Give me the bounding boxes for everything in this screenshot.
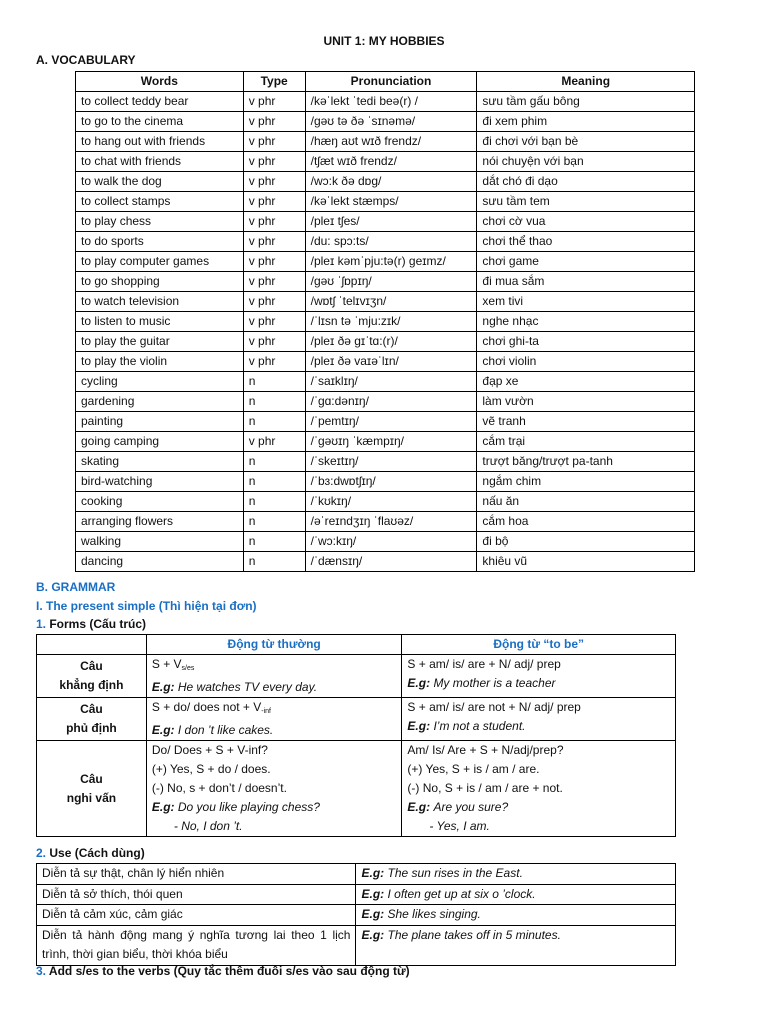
meaning-cell: chơi ghi-ta (477, 332, 695, 352)
use-heading-text: Use (Cách dùng) (46, 846, 145, 860)
column-header-type: Type (243, 72, 305, 92)
meaning-cell: chơi game (477, 252, 695, 272)
word-cell: to do sports (76, 232, 244, 252)
question-be-no: (-) No, S + is / am / are + not. (407, 781, 563, 795)
meaning-cell: vẽ tranh (477, 412, 695, 432)
negative-label (37, 698, 147, 741)
word-cell: to play the guitar (76, 332, 244, 352)
table-row (37, 925, 676, 965)
vocabulary-table (75, 71, 695, 572)
affirmative-be-formula: S + am/ is/ are + N/ adj/ prep (407, 657, 561, 671)
affirmative-regular-cell (146, 655, 402, 698)
affirmative-label-line1: Câu (80, 659, 103, 673)
word-cell: gardening (76, 392, 244, 412)
vocabulary-header-row (76, 72, 695, 92)
question-regular-formula: Do/ Does + S + V-inf? (151, 743, 268, 757)
use-description: Diễn tả hành động mang ý nghĩa tương lai theo 1 lịch trình, thời gian biểu, thời khóa biểu (37, 925, 356, 965)
column-header-regular-verb: Động từ thường (146, 635, 402, 655)
meaning-cell: làm vườn (477, 392, 695, 412)
pronunciation-cell: /əˈreɪndʒɪŋ ˈflaʊəz/ (305, 512, 477, 532)
table-row (76, 492, 695, 512)
meaning-cell: dắt chó đi dạo (477, 172, 695, 192)
example-text: Are you sure? (433, 800, 509, 814)
table-row (37, 864, 676, 885)
word-cell: to collect stamps (76, 192, 244, 212)
table-row (76, 132, 695, 152)
type-cell: v phr (243, 192, 305, 212)
word-cell: skating (76, 452, 244, 472)
example-text: He watches TV every day. (177, 680, 318, 694)
table-row (76, 512, 695, 532)
use-table (36, 863, 676, 966)
example-text: I’m not a student. (433, 719, 526, 733)
word-cell: cooking (76, 492, 244, 512)
example-text: She likes singing. (387, 907, 481, 921)
pronunciation-cell: /ˈkʊkɪŋ/ (305, 492, 477, 512)
negative-be-cell (402, 698, 676, 741)
word-cell: cycling (76, 372, 244, 392)
type-cell: v phr (243, 332, 305, 352)
use-example (356, 905, 676, 926)
negative-label-line1: Câu (80, 702, 103, 716)
section-vocabulary-heading: A. VOCABULARY (36, 53, 136, 67)
table-row (76, 92, 695, 112)
question-be-formula: Am/ Is/ Are + S + N/adj/prep? (407, 743, 564, 757)
formula-subscript: -inf (261, 708, 272, 715)
vocabulary-rows (76, 92, 695, 572)
question-be-answer: - Yes, I am. (429, 819, 490, 833)
question-be-cell (402, 741, 676, 837)
type-cell: v phr (243, 112, 305, 132)
type-cell: v phr (243, 272, 305, 292)
pronunciation-cell: /ˈdænsɪŋ/ (305, 552, 477, 572)
affirmative-row (37, 655, 676, 698)
pronunciation-cell: /kəˈlekt ˈtedi beə(r) / (305, 92, 477, 112)
pronunciation-cell: /tʃæt wɪð frendz/ (305, 152, 477, 172)
meaning-cell: đạp xe (477, 372, 695, 392)
pronunciation-cell: /ˈlɪsn tə ˈmju:zɪk/ (305, 312, 477, 332)
forms-table (36, 634, 676, 837)
pronunciation-cell: /ˈskeɪtɪŋ/ (305, 452, 477, 472)
question-regular-answer: - No, I don ’t. (173, 819, 243, 833)
use-example (356, 884, 676, 905)
meaning-cell: đi xem phim (477, 112, 695, 132)
formula-text: S + V (151, 657, 182, 671)
word-cell: going camping (76, 432, 244, 452)
type-cell: n (243, 452, 305, 472)
affirmative-regular-example (152, 678, 397, 697)
pronunciation-cell: /pleɪ tʃes/ (305, 212, 477, 232)
table-row (76, 152, 695, 172)
table-row (76, 532, 695, 552)
eg-label: E.g: (151, 680, 175, 694)
table-row (76, 552, 695, 572)
word-cell: to go to the cinema (76, 112, 244, 132)
type-cell: n (243, 472, 305, 492)
meaning-cell: chơi thể thao (477, 232, 695, 252)
forms-corner-cell (37, 635, 147, 655)
forms-heading (36, 617, 146, 631)
type-cell: v phr (243, 212, 305, 232)
table-row (76, 232, 695, 252)
table-row (76, 172, 695, 192)
example-text: The plane takes off in 5 minutes. (387, 927, 561, 942)
forms-header-row (37, 635, 676, 655)
eg-label: E.g: (361, 866, 385, 880)
section-grammar-heading: B. GRAMMAR (36, 580, 116, 594)
meaning-cell: nghe nhạc (477, 312, 695, 332)
type-cell: n (243, 412, 305, 432)
pronunciation-cell: /kəˈlekt stæmps/ (305, 192, 477, 212)
type-cell: n (243, 512, 305, 532)
negative-regular-example (152, 721, 397, 740)
meaning-cell: sưu tầm gấu bông (477, 92, 695, 112)
example-text: My mother is a teacher (433, 676, 556, 690)
table-row (37, 884, 676, 905)
word-cell: painting (76, 412, 244, 432)
negative-regular-cell (146, 698, 402, 741)
column-header-meaning: Meaning (477, 72, 695, 92)
example-text: I don ’t like cakes. (177, 723, 274, 737)
meaning-cell: nói chuyện với bạn (477, 152, 695, 172)
table-row (76, 332, 695, 352)
table-row (76, 352, 695, 372)
table-row (76, 112, 695, 132)
table-row (76, 212, 695, 232)
eg-label: E.g: (361, 886, 385, 901)
meaning-cell: đi mua sắm (477, 272, 695, 292)
word-cell: to watch television (76, 292, 244, 312)
table-row (76, 292, 695, 312)
formula-text: S + do/ does not + V (151, 700, 262, 714)
type-cell: v phr (243, 252, 305, 272)
use-heading-number: 2. (36, 846, 47, 860)
negative-regular-formula (152, 698, 397, 721)
negative-be-formula: S + am/ is/ are not + N/ adj/ prep (407, 700, 581, 714)
rule-heading (36, 964, 410, 978)
eg-label: E.g: (407, 676, 431, 690)
column-header-pronunciation: Pronunciation (305, 72, 477, 92)
affirmative-regular-formula (152, 655, 397, 678)
affirmative-be-example (407, 674, 670, 693)
word-cell: walking (76, 532, 244, 552)
eg-label: E.g: (361, 927, 385, 942)
type-cell: v phr (243, 232, 305, 252)
use-example (356, 925, 676, 965)
type-cell: v phr (243, 292, 305, 312)
word-cell: bird-watching (76, 472, 244, 492)
use-example (356, 864, 676, 885)
type-cell: v phr (243, 352, 305, 372)
type-cell: n (243, 532, 305, 552)
type-cell: v phr (243, 152, 305, 172)
pronunciation-cell: /pleɪ ðə vaɪəˈlɪn/ (305, 352, 477, 372)
type-cell: v phr (243, 92, 305, 112)
question-row (37, 741, 676, 837)
pronunciation-cell: /gəʊ tə ðə ˈsɪnəmə/ (305, 112, 477, 132)
affirmative-label (37, 655, 147, 698)
eg-label: E.g: (151, 800, 175, 814)
affirmative-label-line2: khẳng định (59, 678, 124, 692)
column-header-words: Words (76, 72, 244, 92)
table-row (76, 272, 695, 292)
table-row (76, 252, 695, 272)
pronunciation-cell: /hæŋ aʊt wɪð frendz/ (305, 132, 477, 152)
forms-heading-text: Forms (Cấu trúc) (46, 617, 147, 631)
pronunciation-cell: /ˈgɑ:dənɪŋ/ (305, 392, 477, 412)
rule-heading-number: 3. (36, 964, 47, 978)
word-cell: to chat with friends (76, 152, 244, 172)
word-cell: to collect teddy bear (76, 92, 244, 112)
word-cell: to go shopping (76, 272, 244, 292)
negative-label-line2: phủ định (66, 721, 117, 735)
table-row (76, 372, 695, 392)
question-be-yes: (+) Yes, S + is / am / are. (407, 762, 540, 776)
type-cell: v phr (243, 172, 305, 192)
meaning-cell: trượt băng/trượt pa-tanh (477, 452, 695, 472)
meaning-cell: khiêu vũ (477, 552, 695, 572)
word-cell: dancing (76, 552, 244, 572)
question-label-line2: nghi vấn (66, 790, 117, 805)
word-cell: to play computer games (76, 252, 244, 272)
table-row (37, 905, 676, 926)
table-row (76, 452, 695, 472)
formula-subscript: s/es (181, 665, 195, 672)
table-row (76, 392, 695, 412)
question-regular-cell (146, 741, 402, 837)
use-description: Diễn tả sự thật, chân lý hiển nhiên (37, 864, 356, 885)
pronunciation-cell: /wɒtʃ ˈtelɪvɪʒn/ (305, 292, 477, 312)
meaning-cell: đi bộ (477, 532, 695, 552)
meaning-cell: đi chơi với bạn bè (477, 132, 695, 152)
table-row (76, 312, 695, 332)
meaning-cell: nấu ăn (477, 492, 695, 512)
meaning-cell: sưu tầm tem (477, 192, 695, 212)
eg-label: E.g: (407, 719, 431, 733)
present-simple-heading: I. The present simple (Thì hiện tại đơn) (36, 599, 257, 613)
word-cell: arranging flowers (76, 512, 244, 532)
meaning-cell: chơi violin (477, 352, 695, 372)
use-description: Diễn tả cảm xúc, cảm giác (37, 905, 356, 926)
pronunciation-cell: /ˈbɜ:dwɒtʃɪŋ/ (305, 472, 477, 492)
forms-heading-number: 1. (36, 617, 47, 631)
question-regular-yes: (+) Yes, S + do / does. (151, 762, 271, 776)
table-row (76, 472, 695, 492)
question-be-example (407, 798, 670, 817)
word-cell: to hang out with friends (76, 132, 244, 152)
eg-label: E.g: (151, 723, 175, 737)
pronunciation-cell: /ˈpemtɪŋ/ (305, 412, 477, 432)
pronunciation-cell: /ˈgəʊɪŋ ˈkæmpɪŋ/ (305, 432, 477, 452)
eg-label: E.g: (361, 907, 385, 921)
example-text: The sun rises in the East. (387, 866, 523, 880)
pronunciation-cell: /pleɪ kəmˈpju:tə(r) geɪmz/ (305, 252, 477, 272)
use-heading (36, 846, 145, 860)
negative-row (37, 698, 676, 741)
pronunciation-cell: /ˈsaɪklɪŋ/ (305, 372, 477, 392)
page-title: UNIT 1: MY HOBBIES (323, 34, 445, 48)
word-cell: to listen to music (76, 312, 244, 332)
use-description: Diễn tả sở thích, thói quen (37, 884, 356, 905)
example-text: Do you like playing chess? (177, 800, 320, 814)
meaning-cell: xem tivi (477, 292, 695, 312)
type-cell: v phr (243, 312, 305, 332)
meaning-cell: cắm hoa (477, 512, 695, 532)
word-cell: to play chess (76, 212, 244, 232)
question-label (37, 741, 147, 837)
eg-label: E.g: (407, 800, 431, 814)
meaning-cell: ngắm chim (477, 472, 695, 492)
rule-heading-text: Add s/es to the verbs (Quy tắc thêm đuôi s/es vào sau động từ) (46, 964, 410, 978)
word-cell: to walk the dog (76, 172, 244, 192)
question-regular-example (152, 798, 397, 817)
question-regular-no: (-) No, s + don’t / doesn’t. (151, 781, 287, 795)
column-header-to-be: Động từ “to be” (402, 635, 676, 655)
type-cell: n (243, 492, 305, 512)
table-row (76, 192, 695, 212)
use-rows (37, 864, 676, 966)
meaning-cell: cắm trại (477, 432, 695, 452)
type-cell: n (243, 372, 305, 392)
type-cell: n (243, 552, 305, 572)
word-cell: to play the violin (76, 352, 244, 372)
type-cell: v phr (243, 132, 305, 152)
pronunciation-cell: /gəʊ ˈʃɒpɪŋ/ (305, 272, 477, 292)
meaning-cell: chơi cờ vua (477, 212, 695, 232)
table-row (76, 432, 695, 452)
pronunciation-cell: /ˈwɔ:kɪŋ/ (305, 532, 477, 552)
question-label-line1: Câu (80, 771, 103, 786)
pronunciation-cell: /wɔ:k ðə dɒg/ (305, 172, 477, 192)
table-row (76, 412, 695, 432)
pronunciation-cell: /du: spɔ:ts/ (305, 232, 477, 252)
type-cell: n (243, 392, 305, 412)
affirmative-be-cell (402, 655, 676, 698)
type-cell: v phr (243, 432, 305, 452)
pronunciation-cell: /pleɪ ðə gɪˈtɑ:(r)/ (305, 332, 477, 352)
negative-be-example (407, 717, 670, 736)
example-text: I often get up at six o ’clock. (387, 886, 536, 901)
